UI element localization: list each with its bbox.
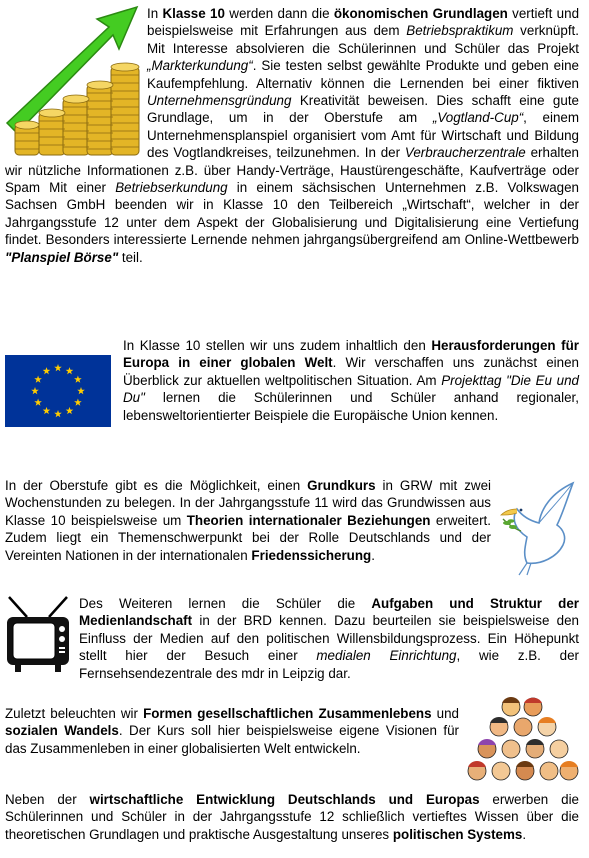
eu-flag-image (5, 355, 111, 427)
section-europe (5, 337, 579, 427)
politics-paragraph: Neben der wirtschaftliche Entwicklung Deutschlands und Europas erwerben die Schülerinnen und Schüler in der Jahrgangsstufe 12 schließlich vertieftes Wissen über die theoretischen Grundlagen und praktische Ausgestaltung unseres politischen Systems. (5, 792, 579, 842)
television-image (5, 595, 71, 673)
section-politics (5, 791, 579, 843)
section-society (5, 705, 579, 781)
section-international (5, 477, 579, 577)
europe-paragraph: In Klasse 10 stellen wir uns zudem inhaltlich den Herausforderungen für Europa in einer globalen Welt. Wir verschaffen uns zunächst einen Überblick zur aktuellen weltpolitischen Situation. Am Projekttag "Die Eu und Du" lernen die Schülerinnen und Schüler anhand regionaler, lebensweltorientierter Beispiele die Europäische Union kennen. (123, 338, 579, 423)
international-paragraph: In der Oberstufe gibt es die Möglichkeit, einen Grundkurs in GRW mit zwei Wochenstunden zu belegen. In der Jahrgangsstufe 11 wird das Grundwissen aus Klasse 10 beispielsweise um Theorien internationaler Beziehungen erweitert. Zudem liegt ein Themenschwerpunkt bei der Rolle Deutschlands und der Vereinten Nationen in der internationalen Friedenssicherung. (5, 478, 491, 563)
section-media (5, 595, 579, 682)
economy-paragraph: In Klasse 10 werden dann die ökonomischen Grundlagen vertieft und beispielsweise mit Erfahrungen aus dem Betriebspraktikum verknüpft. Mit Interesse absolvieren die Schülerinnen und Schüler das Projekt „Markterkundung“. Sie testen selbst gewählte Produkte und geben eine Kaufempfehlung. Alternativ können die Lernenden bei einer fiktiven Unternehmensgründung Kreativität beweisen. Dies schafft eine gute Grundlage, um in der Oberstufe am „Vogtland-Cup“, einem Unternehmensplanspiel organisiert vom Amt für Wirtschaft und Bildung des Vogtlandkreises, teilzunehmen. In der Verbraucherzentrale erhalten wir nützliche Informationen z.B. über Handy-Verträge, Haustürengeschäfte, Kaufverträge oder Spam Mit einer Betriebserkundung in einem sächsischen Unternehmen z.B. Volkswagen Sachsen GmbH beenden wir in Klasse 10 den Teilbereich „Wirtschaft“, welcher in der Jahrgangsstufe 12 unter dem Aspekt der Globalisierung und Digitalisierung eine Vertiefung findet. Besonders interessierte Lernende nehmen jahrgangsübergreifend am Online-Wettbewerb "Planspiel Börse" teil. (5, 6, 580, 265)
group-of-faces-image (467, 695, 579, 781)
section-economy (5, 5, 579, 266)
media-paragraph: Des Weiteren lernen die Schüler die Aufgaben und Struktur der Medienlandschaft in der BRD kennen. Dazu beurteilen sie beispielsweise den Einfluss der Medien auf den politischen Willensbildungsprozess. Ein Höhepunkt stellt hier der Besuch einer medialen Einrichtung, wie z.B. der Fernsehsendezentrale des mdr in Leipzig dar. (79, 596, 579, 681)
peace-dove-image (497, 479, 579, 577)
growth-coins-image (5, 5, 141, 157)
society-paragraph: Zuletzt beleuchten wir Formen gesellschaftlichen Zusammenlebens und sozialen Wandels. Der Kurs soll hier beispielsweise eigene Visionen für das Zusammenleben in einer globalisierten Welt entwickeln. (5, 706, 459, 756)
